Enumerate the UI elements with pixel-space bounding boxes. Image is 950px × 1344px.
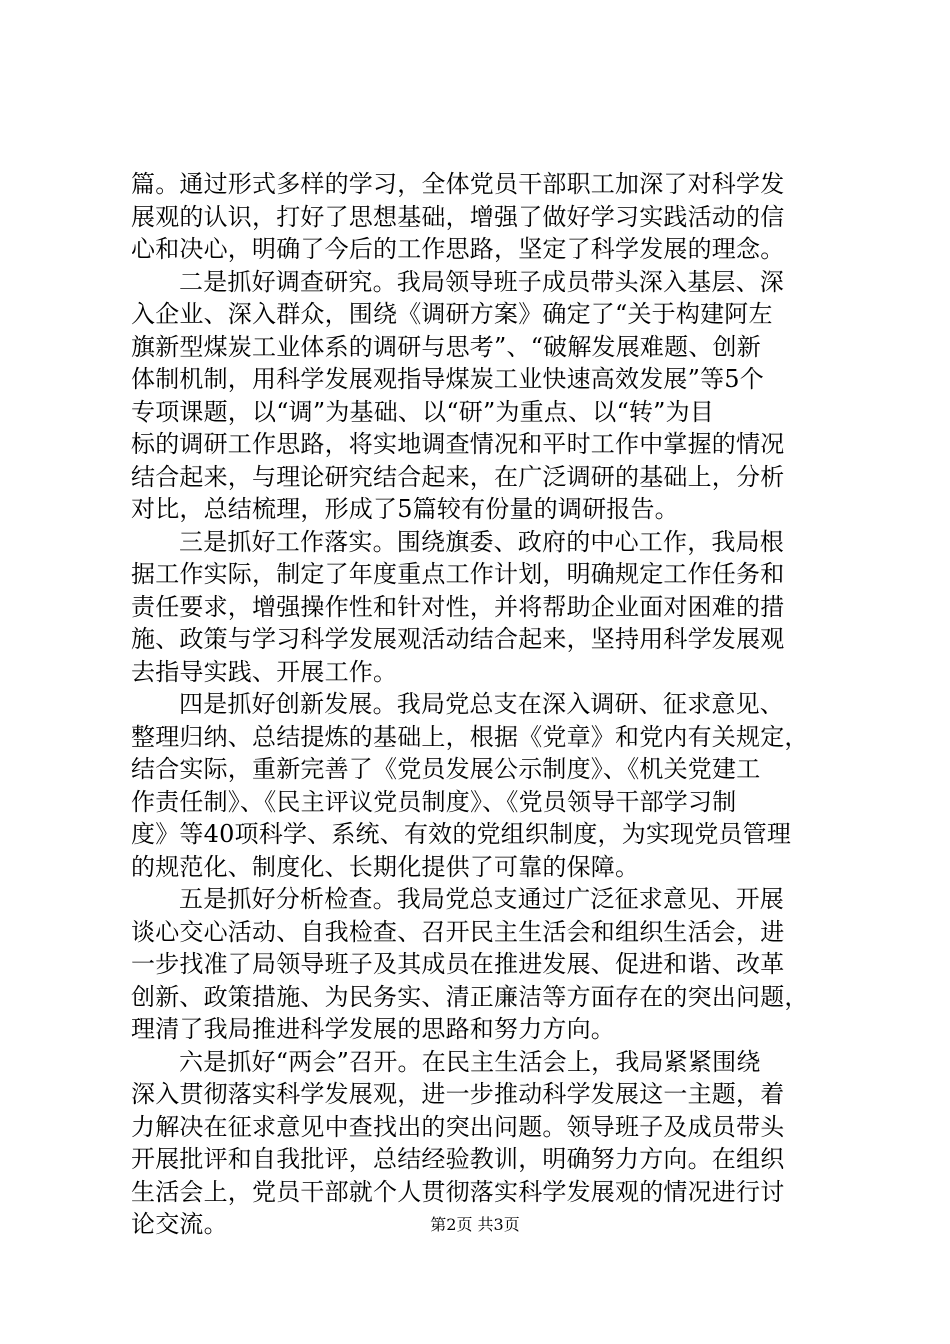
text-line: 力解决在征求意见中查找出的突出问题。领导班子及成员带头 <box>131 1112 785 1141</box>
text-line: 据工作实际，制定了年度重点工作计划，明确规定工作任务和 <box>131 560 785 588</box>
text-line: 结合起来，与理论研究结合起来，在广泛调研的基础上，分析 <box>131 462 785 491</box>
text-line: 施、政策与学习科学发展观活动结合起来，坚持用科学发展观 <box>131 625 785 653</box>
text-line: 整理归纳、总结提炼的基础上，根据《党章》和党内有关规定， <box>131 722 809 751</box>
text-line: 生活会上，党员干部就个人贯彻落实科学发展观的情况进行讨 <box>131 1177 785 1206</box>
text-line: 体制机制，用科学发展观指导煤炭工业快速高效发展”等5个 <box>131 365 764 393</box>
text-line: 深入贯彻落实科学发展观，进一步推动科学发展这一主题，着 <box>131 1080 785 1108</box>
text-line: 谈心交心活动、自我检查、召开民主生活会和组织生活会，进 <box>131 917 785 946</box>
text-line: 的规范化、制度化、长期化提供了可靠的保障。 <box>131 852 640 881</box>
text-line: 结合实际，重新完善了《党员发展公示制度》、《机关党建工 <box>131 755 761 783</box>
text-line: 去指导实践、开展工作。 <box>131 657 398 686</box>
text-line: 作责任制》、《民主评议党员制度》、《党员领导干部学习制 <box>131 787 737 816</box>
text-line: 对比，总结梳理，形成了5篇较有份量的调研报告。 <box>131 495 679 523</box>
paragraph-first-line: 五是抓好分析检查。我局党总支通过广泛征求意见、开展 <box>179 885 784 913</box>
text-line: 展观的认识，打好了思想基础，增强了做好学习实践活动的信 <box>131 202 785 231</box>
text-line: 论交流。 <box>131 1210 228 1238</box>
text-line: 开展批评和自我批评，总结经验教训，明确努力方向。在组织 <box>131 1145 785 1173</box>
text-line: 入企业、深入群众，围绕《调研方案》确定了“关于构建阿左 <box>131 300 773 328</box>
paragraph-first-line: 四是抓好创新发展。我局党总支在深入调研、征求意见、 <box>179 690 784 718</box>
page-footer: 第2页 共3页 <box>430 1215 520 1234</box>
paragraph-first-line: 二是抓好调查研究。我局领导班子成员带头深入基层、深 <box>179 267 784 296</box>
text-line: 专项课题，以“调”为基础、以“研”为重点、以“转”为目 <box>131 397 715 426</box>
paragraph-first-line: 三是抓好工作落实。围绕旗委、政府的中心工作，我局根 <box>179 527 784 556</box>
text-line: 标的调研工作思路，将实地调查情况和平时工作中掌握的情况 <box>131 430 785 458</box>
text-line: 创新、政策措施、为民务实、清正廉洁等方面存在的突出问题， <box>131 982 809 1011</box>
text-line: 理清了我局推进科学发展的思路和努力方向。 <box>131 1015 615 1043</box>
text-line: 心和决心，明确了今后的工作思路，坚定了科学发展的理念。 <box>131 235 785 263</box>
body-text <box>131 168 831 1241</box>
text-line: 旗新型煤炭工业体系的调研与思考”、“破解发展难题、创新 <box>131 332 761 361</box>
text-line: 责任要求，增强操作性和针对性，并将帮助企业面对困难的措 <box>131 592 785 621</box>
paragraph-first-line: 六是抓好“两会”召开。在民主生活会上，我局紧紧围绕 <box>179 1047 761 1076</box>
text-line: 篇。通过形式多样的学习，全体党员干部职工加深了对科学发 <box>131 170 785 198</box>
text-line: 度》等40项科学、系统、有效的党组织制度，为实现党员管理 <box>131 820 792 848</box>
text-line: 一步找准了局领导班子及其成员在推进发展、促进和谐、改革 <box>131 950 785 978</box>
